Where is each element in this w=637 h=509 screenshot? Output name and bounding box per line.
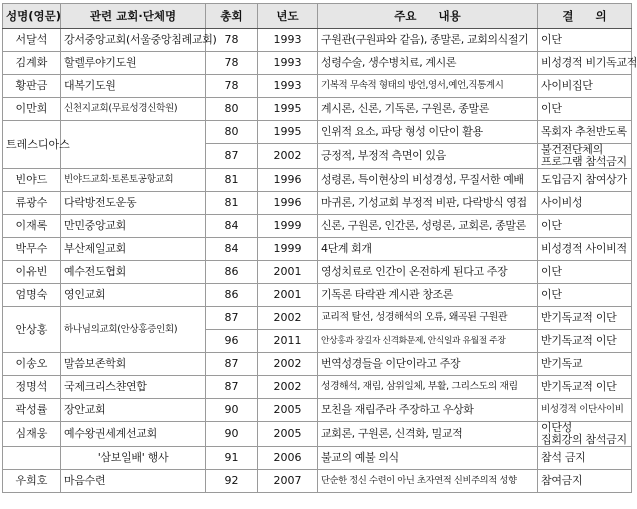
year-cell: 1999 xyxy=(258,238,318,261)
content-cell: 단순한 정신 수련이 아닌 초자연적 신비주의적 성향 xyxy=(318,470,538,493)
content-cell: 신론, 구원론, 인간론, 성령론, 교회론, 종말론 xyxy=(318,215,538,238)
church-cell: '삼보일배' 행사 xyxy=(61,447,206,470)
session-cell: 87 xyxy=(206,144,258,169)
header-decision: 결 의 xyxy=(538,4,632,29)
content-cell: 교리적 탈선, 성경해석의 오류, 왜곡된 구원관 xyxy=(318,307,538,330)
name-cell: 김계화 xyxy=(3,52,61,75)
table-row xyxy=(3,447,632,470)
decision-cell: 도입금지 참여상가 xyxy=(538,169,632,192)
table-row xyxy=(3,376,632,399)
church-cell: 할렐루야기도원 xyxy=(61,52,206,75)
table-row xyxy=(3,307,632,330)
content-cell: 영성치료로 인간이 온전하게 된다고 주장 xyxy=(318,261,538,284)
header-church: 관련 교회·단체명 xyxy=(61,4,206,29)
name-cell: 서달석 xyxy=(3,29,61,52)
year-cell: 2002 xyxy=(258,376,318,399)
name-cell: 이송오 xyxy=(3,353,61,376)
decision-line-2: 프로그램 참석금지 xyxy=(541,155,627,168)
content-cell: 4단계 회개 xyxy=(318,238,538,261)
session-cell: 81 xyxy=(206,192,258,215)
year-cell: 2001 xyxy=(258,261,318,284)
decision-cell: 목회자 추천반도록 xyxy=(538,121,632,144)
decision-line-2: 집회강의 참석금지 xyxy=(541,433,627,446)
session-cell: 84 xyxy=(206,215,258,238)
table-row xyxy=(3,75,632,98)
session-cell: 80 xyxy=(206,98,258,121)
table-row xyxy=(3,169,632,192)
decision-cell: 이단 xyxy=(538,261,632,284)
church-cell xyxy=(61,121,206,169)
name-cell: 이재록 xyxy=(3,215,61,238)
name-cell: 우희호 xyxy=(3,470,61,493)
table-row xyxy=(3,399,632,422)
table-row xyxy=(3,29,632,52)
name-cell: 빈야드 xyxy=(3,169,61,192)
table-row xyxy=(3,98,632,121)
content-cell: 성령수술, 생수병치료, 계시론 xyxy=(318,52,538,75)
table-row xyxy=(3,422,632,447)
year-cell: 2002 xyxy=(258,144,318,169)
decision-cell: 반기독교적 이단 xyxy=(538,376,632,399)
year-cell: 1996 xyxy=(258,192,318,215)
session-cell: 78 xyxy=(206,29,258,52)
church-cell: 영인교회 xyxy=(61,284,206,307)
session-cell: 96 xyxy=(206,330,258,353)
decision-cell: 참석 금지 xyxy=(538,447,632,470)
year-cell: 2006 xyxy=(258,447,318,470)
decision-cell: 비성경적 사이비적 xyxy=(538,238,632,261)
church-cell: 다락방전도운동 xyxy=(61,192,206,215)
session-cell: 90 xyxy=(206,422,258,447)
content-cell: 성령론, 특이현상의 비성경성, 무질서한 예배 xyxy=(318,169,538,192)
year-cell: 2002 xyxy=(258,353,318,376)
session-cell: 78 xyxy=(206,75,258,98)
content-cell: 긍정적, 부정적 측면이 있음 xyxy=(318,144,538,169)
name-cell: 류광수 xyxy=(3,192,61,215)
content-cell: 교회론, 구원론, 신격화, 밀교적 xyxy=(318,422,538,447)
decision-cell: 비성경적 비기독교적 xyxy=(538,52,632,75)
decision-cell: 반기독교적 이단 xyxy=(538,307,632,330)
decision-cell: 참여금지 xyxy=(538,470,632,493)
name-cell: 박무수 xyxy=(3,238,61,261)
decision-cell: 이단 xyxy=(538,284,632,307)
cult-decision-table xyxy=(2,3,637,493)
year-cell: 2011 xyxy=(258,330,318,353)
table-row xyxy=(3,215,632,238)
decision-cell: 반기독교적 이단 xyxy=(538,330,632,353)
decision-cell: 이단 xyxy=(538,98,632,121)
year-cell: 1999 xyxy=(258,215,318,238)
header-year: 년도 xyxy=(258,4,318,29)
year-cell: 2005 xyxy=(258,399,318,422)
church-cell: 마음수련 xyxy=(61,470,206,493)
year-cell: 1993 xyxy=(258,75,318,98)
decision-cell: 이단 xyxy=(538,29,632,52)
church-cell: 신천지교회(무료성경신학원) xyxy=(61,98,206,121)
decision-cell xyxy=(538,422,632,447)
name-cell: 이유빈 xyxy=(3,261,61,284)
table-row xyxy=(3,353,632,376)
table-row xyxy=(3,470,632,493)
year-cell: 1995 xyxy=(258,121,318,144)
decision-cell xyxy=(538,144,632,169)
content-cell: 안상홍과 장길자 신격화문제, 안식일과 유월절 주장 xyxy=(318,330,538,353)
content-cell: 기독론 타락관 계시관 창조론 xyxy=(318,284,538,307)
church-cell: 만민중앙교회 xyxy=(61,215,206,238)
session-cell: 87 xyxy=(206,376,258,399)
table-row xyxy=(3,284,632,307)
content-cell: 계시론, 신론, 기독론, 구원론, 종말론 xyxy=(318,98,538,121)
decision-line-1: 불건전단체의 xyxy=(541,143,603,156)
session-cell: 92 xyxy=(206,470,258,493)
church-cell: 예수왕권세계선교회 xyxy=(61,422,206,447)
content-cell: 구원관(구원파와 같음), 종말론, 교회의식절기 xyxy=(318,29,538,52)
decision-cell: 반기독교 xyxy=(538,353,632,376)
session-cell: 91 xyxy=(206,447,258,470)
table-row xyxy=(3,121,632,144)
table-row xyxy=(3,238,632,261)
church-cell: 강서중앙교회(서울중앙침례교회) xyxy=(61,29,206,52)
session-cell: 86 xyxy=(206,261,258,284)
church-cell: 부산제일교회 xyxy=(61,238,206,261)
name-cell: 정명석 xyxy=(3,376,61,399)
session-cell: 87 xyxy=(206,353,258,376)
content-cell: 불교의 예불 의식 xyxy=(318,447,538,470)
content-cell: 모친을 재림주라 주장하고 우상화 xyxy=(318,399,538,422)
church-cell: 국제크리스챤연합 xyxy=(61,376,206,399)
header-session: 총회 xyxy=(206,4,258,29)
year-cell: 2001 xyxy=(258,284,318,307)
year-cell: 1995 xyxy=(258,98,318,121)
decision-cell: 사이비성 xyxy=(538,192,632,215)
header-content: 주요 내용 xyxy=(318,4,538,29)
name-cell: 곽성률 xyxy=(3,399,61,422)
church-cell: 장안교회 xyxy=(61,399,206,422)
content-cell: 성경해석, 재림, 삼위일체, 부활, 그리스도의 재림 xyxy=(318,376,538,399)
content-cell: 기복적 무속적 형태의 방언,영서,예언,직통계시 xyxy=(318,75,538,98)
header-row xyxy=(3,4,632,29)
table-row xyxy=(3,261,632,284)
name-cell: 안상홍 xyxy=(3,307,61,353)
content-cell: 번역성경들을 이단이라고 주장 xyxy=(318,353,538,376)
year-cell: 2007 xyxy=(258,470,318,493)
name-cell xyxy=(3,447,61,470)
church-cell: 말씀보존학회 xyxy=(61,353,206,376)
year-cell: 1993 xyxy=(258,52,318,75)
decision-line-1: 이단성 xyxy=(541,421,572,434)
church-cell: 빈야드교회·토론토공항교회 xyxy=(61,169,206,192)
header-name: 성명(영문) xyxy=(3,4,61,29)
church-cell: 대복기도원 xyxy=(61,75,206,98)
year-cell: 2002 xyxy=(258,307,318,330)
table-row xyxy=(3,52,632,75)
name-cell: 트레스디아스 xyxy=(3,121,61,169)
year-cell: 1996 xyxy=(258,169,318,192)
session-cell: 90 xyxy=(206,399,258,422)
name-cell: 엄명숙 xyxy=(3,284,61,307)
decision-cell: 비성경적 이단사이비 xyxy=(538,399,632,422)
session-cell: 84 xyxy=(206,238,258,261)
content-cell: 인위적 요소, 파당 형성 이단이 활용 xyxy=(318,121,538,144)
name-cell: 심재웅 xyxy=(3,422,61,447)
table-row xyxy=(3,192,632,215)
church-cell: 하나님의교회(안상홍증인회) xyxy=(61,307,206,353)
name-cell: 황판금 xyxy=(3,75,61,98)
content-cell: 마귀론, 기성교회 부정적 비판, 다락방식 영접 xyxy=(318,192,538,215)
year-cell: 2005 xyxy=(258,422,318,447)
session-cell: 86 xyxy=(206,284,258,307)
session-cell: 87 xyxy=(206,307,258,330)
church-cell: 예수전도협회 xyxy=(61,261,206,284)
session-cell: 81 xyxy=(206,169,258,192)
session-cell: 78 xyxy=(206,52,258,75)
name-cell: 이만희 xyxy=(3,98,61,121)
year-cell: 1993 xyxy=(258,29,318,52)
session-cell: 80 xyxy=(206,121,258,144)
decision-cell: 사이비집단 xyxy=(538,75,632,98)
decision-cell: 이단 xyxy=(538,215,632,238)
